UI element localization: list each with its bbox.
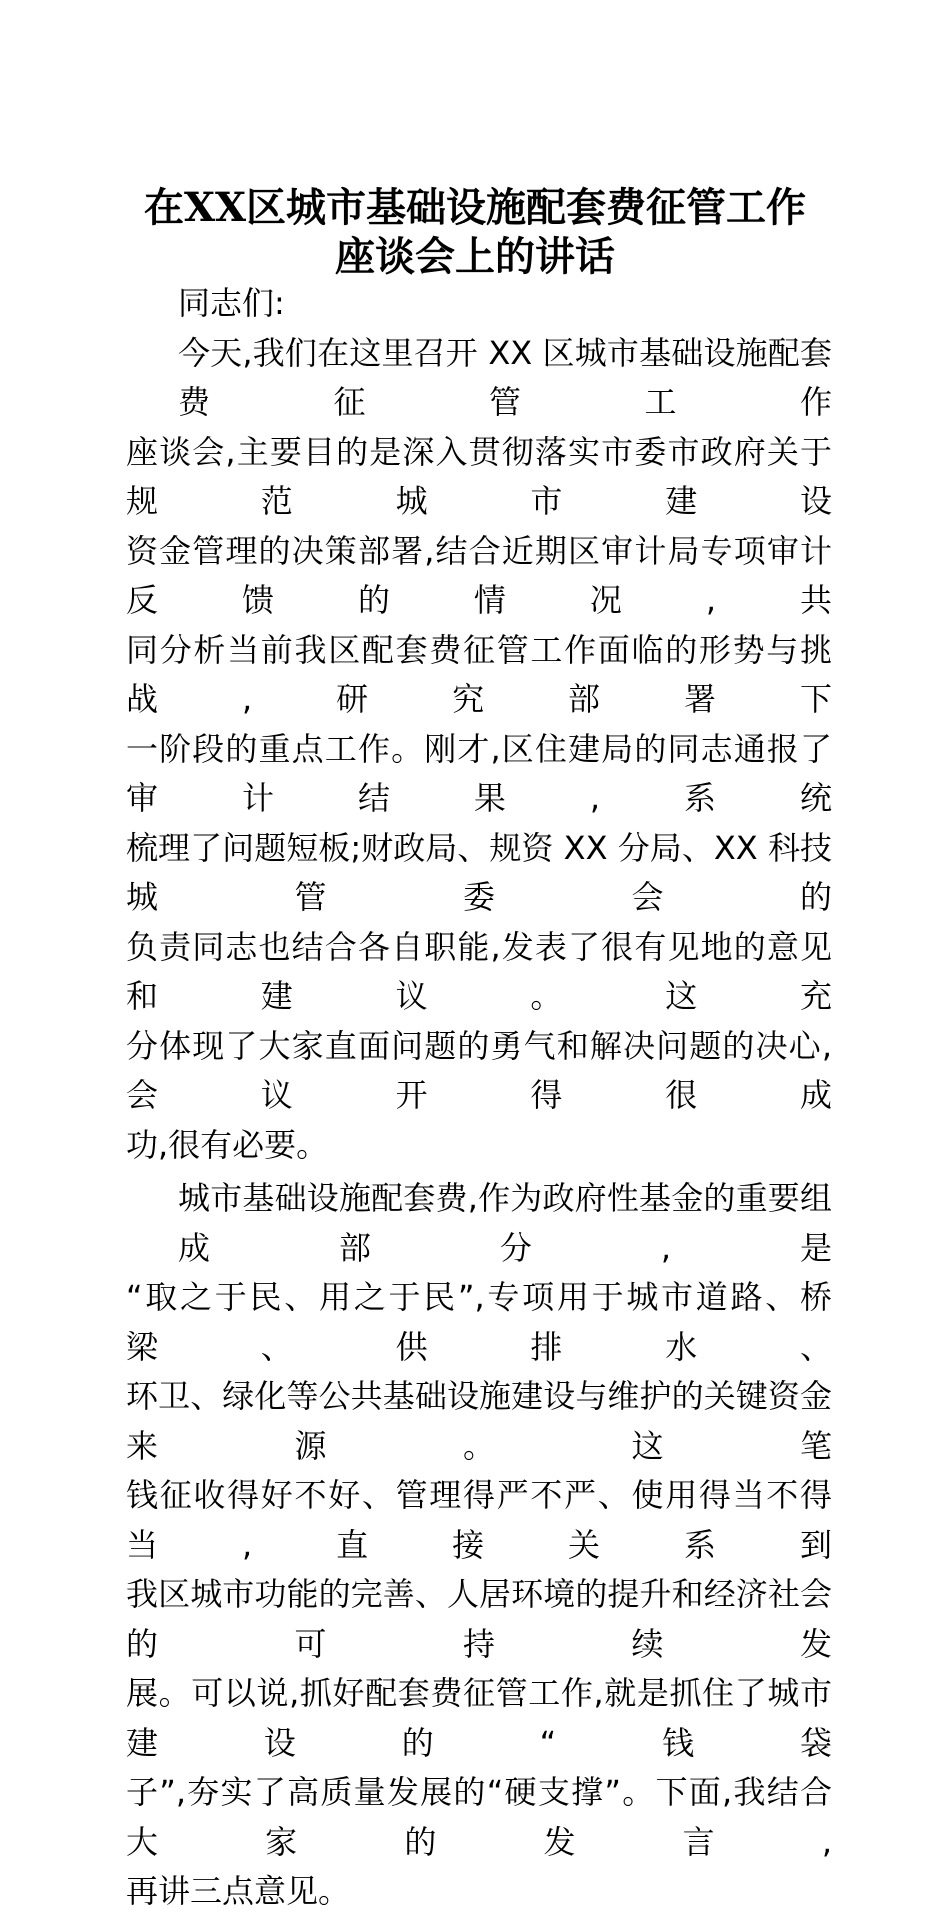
paragraph-line: 资金管理的决策部署,结合近期区审计局专项审计反馈的情况,共 xyxy=(126,531,832,619)
paragraph-line: 功,很有必要。 xyxy=(126,1125,329,1164)
paragraph-line: 子”,夯实了高质量发展的“硬支撑”。下面,我结合大家的发言, xyxy=(126,1773,832,1861)
paragraph-line: “取之于民、用之于民”,专项用于城市道路、桥梁、供排水、 xyxy=(126,1278,832,1366)
paragraph-line: 分体现了大家直面问题的勇气和解决问题的决心,会议开得很成 xyxy=(126,1026,832,1114)
paragraphs xyxy=(126,329,832,1917)
paragraph xyxy=(126,1174,832,1917)
paragraph-line: 再讲三点意见。 xyxy=(126,1872,351,1910)
paragraph-line: 钱征收得好不好、管理得严不严、使用得当不得当,直接关系到 xyxy=(126,1476,832,1564)
document-title xyxy=(95,183,855,281)
paragraph-line: 环卫、绿化等公共基础设施建设与维护的关键资金来源。这笔 xyxy=(126,1377,832,1465)
title-line: 座谈会上的讲话 xyxy=(335,233,615,280)
document-body xyxy=(126,279,832,1917)
paragraph-line: 展。可以说,抓好配套费征管工作,就是抓住了城市建设的“钱袋 xyxy=(126,1674,832,1762)
paragraph xyxy=(126,329,832,1171)
title-line: 在XX区城市基础设施配套费征管工作 xyxy=(143,184,807,231)
paragraph-line: 我区城市功能的完善、人居环境的提升和经济社会的可持续发 xyxy=(126,1575,832,1663)
paragraph-line: 一阶段的重点工作。刚才,区住建局的同志通报了审计结果,系统 xyxy=(126,729,832,817)
paragraph-line: 同分析当前我区配套费征管工作面临的形势与挑战,研究部署下 xyxy=(126,630,832,718)
paragraph-line: 城市基础设施配套费,作为政府性基金的重要组成部分,是 xyxy=(178,1179,832,1267)
paragraph-line: 梳理了问题短板;财政局、规资 XX 分局、XX 科技城管委会的 xyxy=(126,828,832,916)
salutation: 同志们: xyxy=(178,284,285,322)
paragraph-line: 负责同志也结合各自职能,发表了很有见地的意见和建议。这充 xyxy=(126,927,832,1015)
paragraph-line: 座谈会,主要目的是深入贯彻落实市委市政府关于规范城市建设 xyxy=(126,432,832,520)
paragraph-line: 今天,我们在这里召开 XX 区城市基础设施配套费征管工作 xyxy=(178,333,832,421)
